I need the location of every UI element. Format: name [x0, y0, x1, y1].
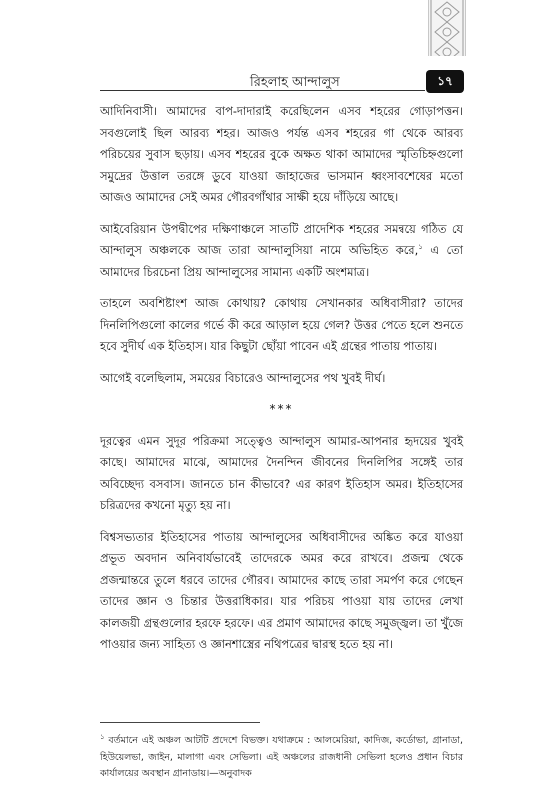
footnote: [100, 733, 463, 783]
section-divider: ***: [269, 402, 294, 416]
paragraph-6: বিশ্বসভ্যতার ইতিহাসের পাতায় আন্দালুসের অধিবাসীদের অঙ্কিত করে যাওয়া প্রভূত অবদান অনিবার্যভাবেই তাদেরকে অমর করে রাখবে। প্রজন্ম থেকে প্রজন্মান্তরে তুলে ধরবে তাদের গৌরব। আমাদের কাছে তারা সমর্পণ করে গেছেন তাদের জ্ঞান ও চিন্তার উত্তরাধিকার। যার পরিচয় পাওয়া যায় তাদের লেখা কালজয়ী গ্রন্থগুলোর হরফে হরফে। এর প্রমাণ আমাদের কাছে সমুজ্জ্বল। তা খুঁজে পাওয়ার জন্য সাহিত্য ও জ্ঞানশাস্ত্রের নথিপত্রের দ্বারস্থ হতে হয় না।: [100, 529, 463, 651]
footnote-reference[interactable]: ১: [418, 243, 423, 252]
ornament-pattern-icon: [429, 0, 465, 56]
paragraph-3: তাহলে অবশিষ্টাংশ আজ কোথায়? কোথায় সেখানকার অধিবাসীরা? তাদের দিনলিপিগুলো কালের গর্ভে কী করে আড়াল হয়ে গেল? উত্তর পেতে হলে শুনতে হবে সুদীর্ঘ এক ইতিহাস। যার কিছুটা ছোঁয়া পাবেন এই গ্রন্থের পাতায় পাতায়।: [100, 296, 463, 353]
paragraph-2-tail: এ তো আমাদের চিরচেনা প্রিয় আন্দালুসের সামান্য একটি অংশমাত্র।: [100, 243, 463, 279]
footnote-rule: [100, 722, 260, 723]
paragraph-2-text: আইবেরিয়ান উপদ্বীপের দক্ষিণাঞ্চলে সাতটি প্রাদেশিক শহরের সমন্বয়ে গঠিত যে আন্দালুস অঞ্চলকে আজ তারা আন্দালুসিয়া নামে অভিহিত করে,: [100, 221, 463, 257]
paragraph-5: দূরত্বের এমন সুদূর পরিক্রমা সত্ত্বেও আন্দালুস আমার-আপনার হৃদয়ের খুবই কাছে। আমাদের মাঝে, আমাদের দৈনন্দিন জীবনের দিনলিপির সঙ্গেই তার অবিচ্ছেদ্য বসবাস। জানতে চান কীভাবে? এর কারণ ইতিহাস অমর। ইতিহাসের চরিত্রদের কখনো মৃত্যু হয় না।: [100, 433, 463, 512]
page-number-badge: ১৭: [426, 70, 464, 93]
footnote-text: বর্তমানে এই অঞ্চল আটটি প্রদেশে বিভক্ত। যথাক্রমে : আলমেরিয়া, কাদিজ, কর্ডোভা, গ্রানাডা, হিউয়েলভা, জাইন, মালাগা এবং সেভিলা। এই অঞ্চলের রাজধানী সেভিলা হলেও প্রধান বিচার কার্যালয়ের অবস্থান গ্রানাডায়।—অনুবাদক: [100, 735, 463, 779]
decorative-ornament: [428, 0, 466, 56]
footnote-marker: ১: [100, 732, 105, 741]
paragraph-4: আগেই বলেছিলাম, সময়ের বিচারেও আন্দালুসের পথ খুবই দীর্ঘ।: [100, 370, 386, 385]
header-rule: [100, 90, 425, 91]
paragraph-2: [100, 219, 463, 284]
running-header-title: রিহলাহ আন্দালুস: [250, 75, 340, 90]
body-text: [100, 101, 463, 666]
paragraph-1: আদিনিবাসী। আমাদের বাপ-দাদারাই করেছিলেন এসব শহরের গোড়াপত্তন। সবগুলোই ছিল আরব্য শহর। আজও পর্যন্ত এসব শহরের গা থেকে আরব্য পরিচয়ের সুবাস ছড়ায়। এসব শহরের বুকে অক্ষত থাকা আমাদের স্মৃতিচিহ্নগুলো সমুদ্রের উত্তাল তরঙ্গে ডুবে যাওয়া জাহাজের ভাসমান ধ্বংসাবশেষের মতো আজও আমাদের সেই অমর গৌরবগাঁথার সাক্ষী হয়ে দাঁড়িয়ে আছে।: [100, 104, 463, 204]
